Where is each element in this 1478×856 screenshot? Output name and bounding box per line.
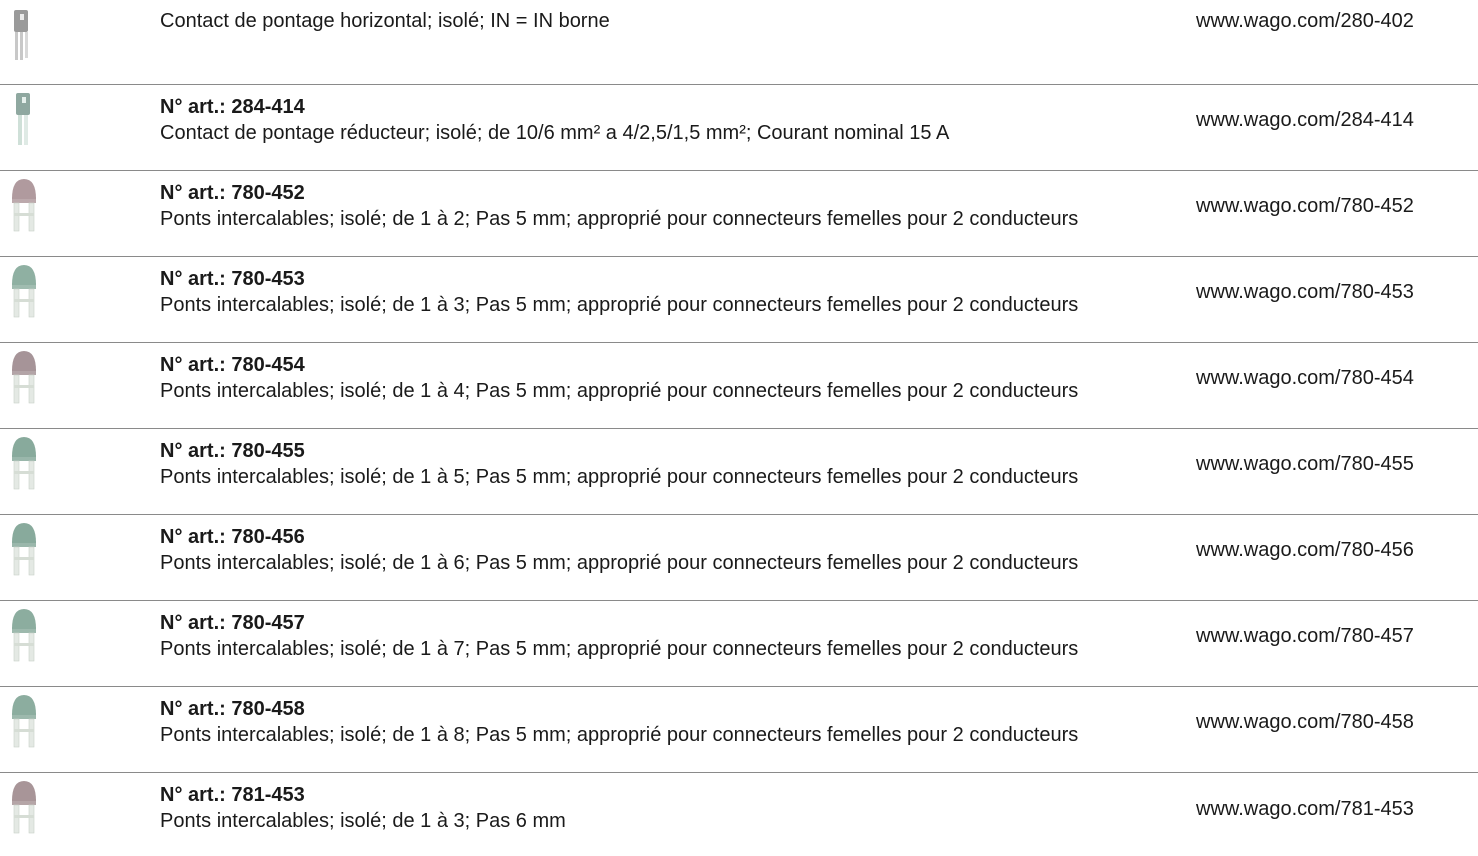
product-info — [160, 352, 1190, 404]
article-number: N° art.: 780-452 — [160, 182, 305, 204]
product-description: Ponts intercalables; isolé; de 1 à 2; Pas 5 mm; approprié pour connecteurs femelles pour 2 conducteurs — [160, 208, 1079, 230]
product-link[interactable]: www.wago.com/780-456 — [1196, 539, 1414, 561]
product-info — [160, 610, 1190, 662]
product-row — [0, 171, 1478, 257]
product-description: Contact de pontage horizontal; isolé; IN = IN borne — [160, 10, 610, 32]
push-in-jumper-image — [8, 607, 40, 667]
product-description: Ponts intercalables; isolé; de 1 à 4; Pas 5 mm; approprié pour connecteurs femelles pour 2 conducteurs — [160, 380, 1079, 402]
push-in-jumper-image — [8, 693, 40, 753]
product-description: Contact de pontage réducteur; isolé; de 10/6 mm² a 4/2,5/1,5 mm²; Courant nominal 15 A — [160, 122, 950, 144]
article-number: N° art.: 780-458 — [160, 698, 305, 720]
product-link[interactable]: www.wago.com/780-453 — [1196, 281, 1414, 303]
push-in-jumper-image — [8, 779, 40, 839]
product-row — [0, 343, 1478, 429]
product-link[interactable]: www.wago.com/780-458 — [1196, 711, 1414, 733]
product-link[interactable]: www.wago.com/781-453 — [1196, 798, 1414, 820]
reducing-bridge-contact-image — [8, 91, 40, 151]
push-in-jumper-image — [8, 263, 40, 323]
product-row — [0, 773, 1478, 856]
reducing-bridge-contact-image — [8, 91, 40, 151]
product-link[interactable]: www.wago.com/780-455 — [1196, 453, 1414, 475]
product-info — [160, 94, 1190, 146]
product-info — [160, 782, 1190, 834]
product-description: Ponts intercalables; isolé; de 1 à 3; Pas 5 mm; approprié pour connecteurs femelles pour 2 conducteurs — [160, 294, 1079, 316]
push-in-jumper-image — [8, 779, 40, 839]
article-number: N° art.: 780-457 — [160, 612, 305, 634]
product-info — [160, 696, 1190, 748]
product-row — [0, 687, 1478, 773]
push-in-jumper-image — [8, 349, 40, 409]
push-in-jumper-image — [8, 521, 40, 581]
push-in-jumper-image — [8, 521, 40, 581]
product-description: Ponts intercalables; isolé; de 1 à 6; Pas 5 mm; approprié pour connecteurs femelles pour 2 conducteurs — [160, 552, 1079, 574]
product-link[interactable]: www.wago.com/780-452 — [1196, 195, 1414, 217]
product-row — [0, 85, 1478, 171]
product-info — [160, 438, 1190, 490]
push-in-jumper-image — [8, 607, 40, 667]
product-description: Ponts intercalables; isolé; de 1 à 8; Pas 5 mm; approprié pour connecteurs femelles pour 2 conducteurs — [160, 724, 1079, 746]
push-in-jumper-image — [8, 177, 40, 237]
article-number: N° art.: 780-456 — [160, 526, 305, 548]
push-in-jumper-image — [8, 263, 40, 323]
product-row — [0, 515, 1478, 601]
product-info — [160, 524, 1190, 576]
article-number: N° art.: 780-455 — [160, 440, 305, 462]
push-in-jumper-image — [8, 177, 40, 237]
article-number: N° art.: 781-453 — [160, 784, 305, 806]
push-in-jumper-image — [8, 435, 40, 495]
product-description: Ponts intercalables; isolé; de 1 à 5; Pas 5 mm; approprié pour connecteurs femelles pour 2 conducteurs — [160, 466, 1079, 488]
product-link[interactable]: www.wago.com/280-402 — [1196, 10, 1414, 32]
product-info — [160, 266, 1190, 318]
product-description: Ponts intercalables; isolé; de 1 à 7; Pas 5 mm; approprié pour connecteurs femelles pour 2 conducteurs — [160, 638, 1079, 660]
bridge-contact-image — [8, 6, 40, 66]
product-link[interactable]: www.wago.com/780-457 — [1196, 625, 1414, 647]
article-number: N° art.: 780-453 — [160, 268, 305, 290]
product-link[interactable]: www.wago.com/780-454 — [1196, 367, 1414, 389]
product-info — [160, 180, 1190, 232]
bridge-contact-image — [8, 6, 40, 66]
article-number: N° art.: 780-454 — [160, 354, 305, 376]
push-in-jumper-image — [8, 693, 40, 753]
article-number: N° art.: 284-414 — [160, 96, 305, 118]
product-description: Ponts intercalables; isolé; de 1 à 3; Pas 6 mm — [160, 810, 566, 832]
product-row — [0, 257, 1478, 343]
product-row — [0, 0, 1478, 85]
product-link[interactable]: www.wago.com/284-414 — [1196, 109, 1414, 131]
product-row — [0, 429, 1478, 515]
product-row — [0, 601, 1478, 687]
product-info — [160, 8, 1190, 34]
push-in-jumper-image — [8, 435, 40, 495]
push-in-jumper-image — [8, 349, 40, 409]
